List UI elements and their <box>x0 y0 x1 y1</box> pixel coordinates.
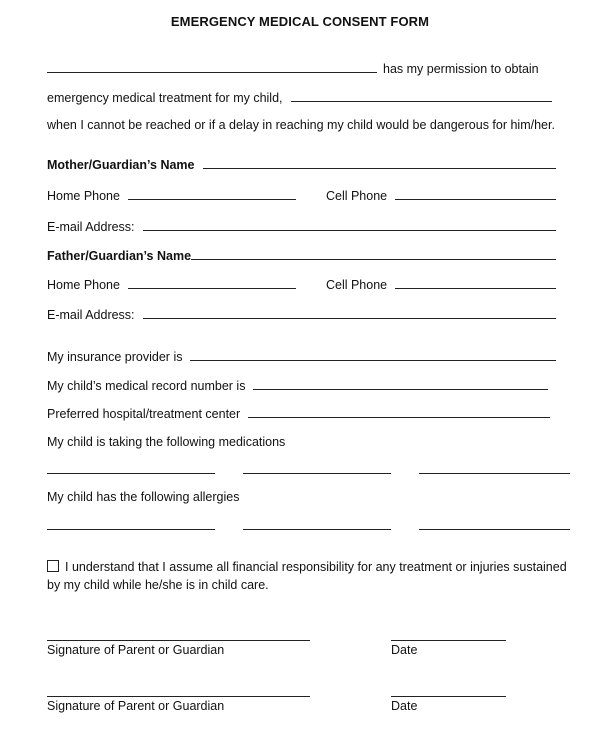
father-cell-phone-label: Cell Phone <box>325 278 388 292</box>
signature-label-1: Signature of Parent or Guardian <box>47 643 225 657</box>
child-name-line[interactable] <box>291 101 552 102</box>
hospital-label: Preferred hospital/treatment center <box>47 407 241 421</box>
allergy-line-3[interactable] <box>419 521 570 530</box>
allergies-row <box>47 486 556 504</box>
mother-email-row <box>47 216 556 234</box>
permission-text: has my permission to obtain <box>383 62 539 76</box>
father-name-label: Father/Guardian’s Name <box>47 249 192 263</box>
date-line-1[interactable] <box>391 640 506 641</box>
acknowledgement-text: I understand that I assume all financial responsibility for any treatment or injuries sustained by my child while he/she is in child care. <box>47 560 567 592</box>
insurance-line[interactable] <box>190 360 556 361</box>
medication-line-2[interactable] <box>243 465 391 474</box>
father-email-label: E-mail Address: <box>47 308 135 322</box>
hospital-line[interactable] <box>248 417 550 418</box>
signature-label-2: Signature of Parent or Guardian <box>47 699 225 713</box>
allergies-label: My child has the following allergies <box>47 490 240 504</box>
hospital-row <box>47 403 550 421</box>
intro-row-permission <box>47 58 556 76</box>
date-label-1: Date <box>391 643 418 657</box>
date-label-2: Date <box>391 699 418 713</box>
allergies-lines <box>47 521 570 531</box>
acknowledgement-checkbox[interactable] <box>47 560 59 572</box>
mother-home-phone-line[interactable] <box>128 199 296 200</box>
insurance-row <box>47 346 556 364</box>
father-phone-row <box>47 274 556 292</box>
allergy-line-2[interactable] <box>243 521 391 530</box>
medications-label: My child is taking the following medications <box>47 435 286 449</box>
acknowledgement-row <box>47 558 567 594</box>
father-name-row <box>47 245 556 263</box>
intro-row-reason <box>47 114 556 132</box>
guardian-blank-line[interactable] <box>47 72 377 73</box>
mother-email-label: E-mail Address: <box>47 220 135 234</box>
date-line-2[interactable] <box>391 696 506 697</box>
medications-row <box>47 431 556 449</box>
mother-cell-phone-label: Cell Phone <box>325 189 388 203</box>
father-home-phone-line[interactable] <box>128 288 296 289</box>
father-email-row <box>47 304 556 322</box>
mother-email-line[interactable] <box>143 230 556 231</box>
medications-lines <box>47 465 570 475</box>
form-title: EMERGENCY MEDICAL CONSENT FORM <box>170 14 430 29</box>
record-number-row <box>47 375 548 393</box>
reason-text: when I cannot be reached or if a delay in reaching my child would be dangerous for him/her. <box>47 118 555 132</box>
intro-row-treatment <box>47 87 552 105</box>
signature-line-1[interactable] <box>47 640 310 641</box>
signature-line-2[interactable] <box>47 696 310 697</box>
mother-name-label: Mother/Guardian’s Name <box>47 158 195 172</box>
treatment-text: emergency medical treatment for my child, <box>47 91 283 105</box>
father-email-line[interactable] <box>143 318 556 319</box>
record-number-line[interactable] <box>253 389 548 390</box>
insurance-label: My insurance provider is <box>47 350 183 364</box>
mother-phone-row <box>47 185 556 203</box>
mother-home-phone-label: Home Phone <box>47 189 120 203</box>
allergy-line-1[interactable] <box>47 521 215 530</box>
father-name-line[interactable] <box>191 259 556 260</box>
medication-line-3[interactable] <box>419 465 570 474</box>
father-cell-phone-line[interactable] <box>395 288 556 289</box>
father-home-phone-label: Home Phone <box>47 278 120 292</box>
mother-name-row <box>47 154 556 172</box>
medication-line-1[interactable] <box>47 465 215 474</box>
mother-cell-phone-line[interactable] <box>395 199 556 200</box>
record-number-label: My child’s medical record number is <box>47 379 246 393</box>
mother-name-line[interactable] <box>203 168 557 169</box>
